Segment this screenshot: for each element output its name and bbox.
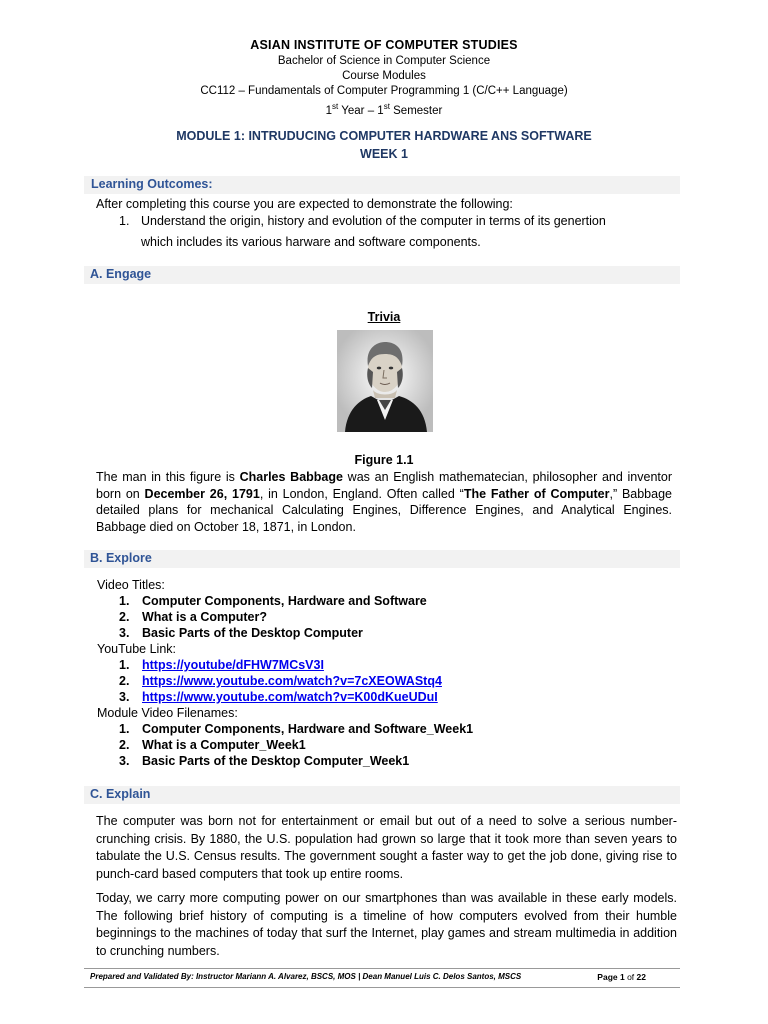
charles-babbage-portrait: [337, 330, 433, 432]
video-title-item: Basic Parts of the Desktop Computer: [142, 626, 363, 640]
list-number: 3.: [119, 754, 130, 768]
list-number: 3.: [119, 690, 130, 704]
filenames-label: Module Video Filenames:: [97, 706, 238, 720]
institution-name: ASIAN INSTITUTE OF COMPUTER STUDIES: [250, 38, 518, 52]
figure-caption: Figure 1.1: [354, 453, 414, 467]
course-title: CC112 – Fundamentals of Computer Programming 1 (C/C++ Language): [200, 85, 568, 97]
module-title: MODULE 1: INTRUDUCING COMPUTER HARDWARE ANS SOFTWARE: [176, 129, 592, 143]
engage-heading: A. Engage: [90, 267, 152, 281]
list-number: 2.: [119, 674, 130, 688]
learning-outcomes-heading: Learning Outcomes:: [91, 177, 213, 191]
list-number: 1.: [119, 658, 130, 672]
module-week: WEEK 1: [360, 147, 408, 161]
program-name: Bachelor of Science in Computer Science: [277, 55, 491, 67]
explain-paragraph-1: The computer was born not for entertainment or email but out of a need to solve a serious number-crunching crisis. By 1880, the U.S. population had grown so large that it took more than seven years to tabulate the U.S. Census results. The government sought a faster way to get the job done, giving rise to punch-card based computers that took up entire rooms.: [96, 814, 677, 881]
video-titles-label: Video Titles:: [97, 578, 165, 592]
filename-item: What is a Computer_Week1: [142, 738, 306, 752]
youtube-link[interactable]: https://www.youtube.com/watch?v=K00dKueUDuI: [142, 690, 438, 704]
explain-paragraph-2: Today, we carry more computing power on our smartphones than was available in these early models. The following brief history of computing is a timeline of how computers evolved from their humble beginnings to the machines of today that surf the Internet, play games and stream multimedia in addition to crunching numbers.: [96, 891, 677, 958]
video-title-item: What is a Computer?: [142, 610, 268, 624]
youtube-link[interactable]: https://youtube/dFHW7MCsV3I: [142, 658, 324, 672]
page-footer: [84, 968, 680, 988]
youtube-link[interactable]: https://www.youtube.com/watch?v=7cXEOWAStq4: [142, 674, 442, 688]
year-semester: 1st Year – 1st Semester: [325, 102, 443, 117]
filename-item: Computer Components, Hardware and Software_Week1: [142, 722, 474, 736]
explain-bar: [84, 786, 680, 804]
video-title-item: Computer Components, Hardware and Software: [142, 594, 427, 608]
youtube-label: YouTube Link:: [97, 642, 176, 656]
babbage-paragraph: The man in this figure is Charles Babbage was an English mathematecian, philosopher and inventor born on December 26, 1791, in London, England. Often called “The Father of Computer,” Babbage detailed plans for mechanical Calculating Engines, Difference Engines, and Analytical Engines. Babbage died on October 18, 1871, in London.: [96, 470, 672, 534]
page-indicator: Page 1 of 22: [597, 972, 646, 982]
list-number: 1.: [119, 594, 130, 608]
engage-bar: [84, 266, 680, 284]
outcome-number: 1.: [119, 214, 130, 228]
outcomes-intro: After completing this course you are expected to demonstrate the following:: [96, 197, 513, 211]
list-number: 2.: [119, 610, 130, 624]
outcome-line-2: which includes its various harware and software components.: [141, 235, 481, 249]
explore-heading: B. Explore: [90, 551, 152, 565]
explain-heading: C. Explain: [90, 787, 151, 801]
learning-outcomes-bar: [84, 176, 680, 194]
list-number: 1.: [119, 722, 130, 736]
list-number: 2.: [119, 738, 130, 752]
list-number: 3.: [119, 626, 130, 640]
filename-item: Basic Parts of the Desktop Computer_Week1: [142, 754, 410, 768]
explore-bar: [84, 550, 680, 568]
doc-type: Course Modules: [342, 70, 426, 82]
trivia-title: Trivia: [367, 310, 401, 324]
prepared-by: Prepared and Validated By: Instructor Mariann A. Alvarez, BSCS, MOS | Dean Manuel Luis C. Delos Santos, MSCS: [90, 972, 522, 981]
outcome-line-1: Understand the origin, history and evolution of the computer in terms of its genertion: [141, 214, 606, 228]
